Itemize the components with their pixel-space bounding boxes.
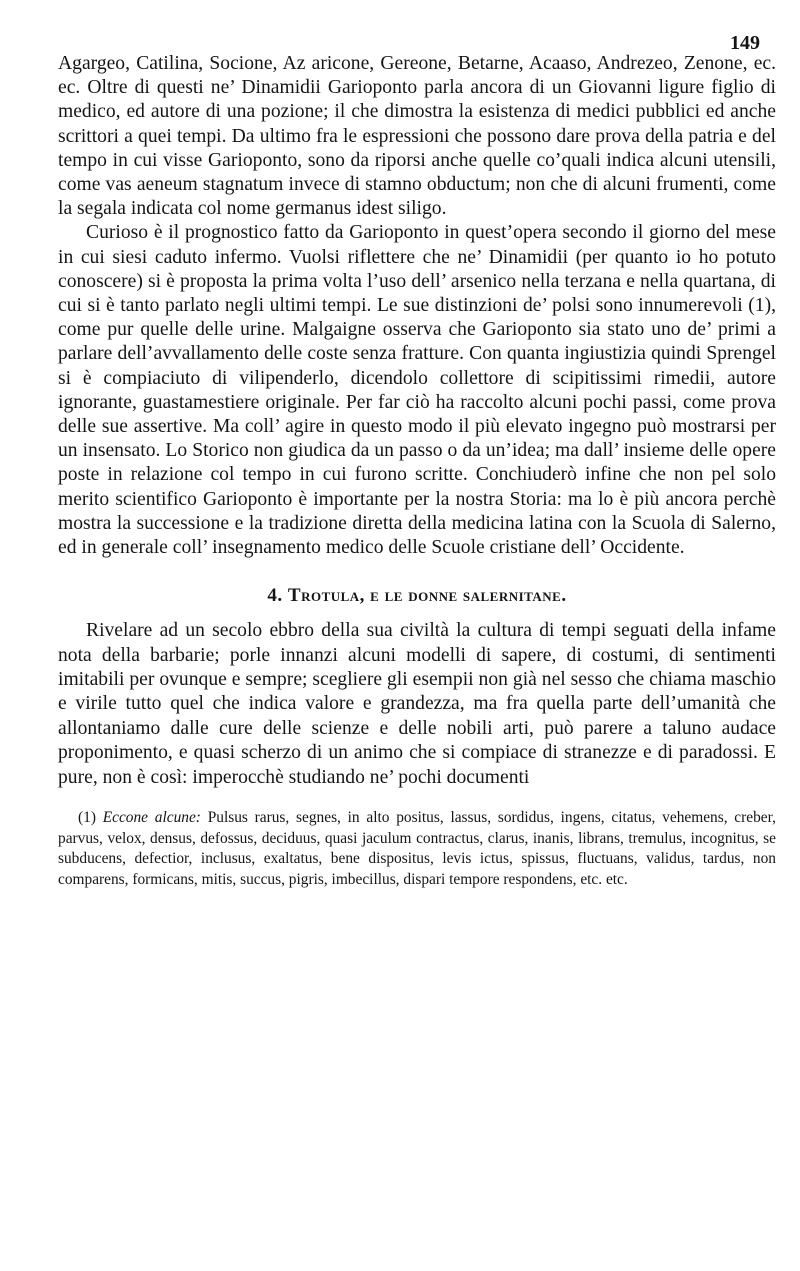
paragraph-garioponto-assessment: Curioso è il prognostico fatto da Garioponto in quest’opera secondo il giorno del mese in cui siesi caduto infermo. Vuolsi riflettere che ne’ Dinamidii (per quanto io ho potuto conoscere) si è proposta la prima volta l’uso dell’ arsenico nella terzana e nella quartana, di cui si è tanto parlato negli ultimi tempi. Le sue distinzioni de’ polsi sono innumerevoli (1), come pur quelle delle urine. Malgaigne osserva che Garioponto sia stato uno de’ primi a parlare dell’avvallamento delle coste senza fratture. Con quanta ingiustizia quindi Sprengel si è compiaciuto di vilipenderlo, dicendolo collettore di scipitissimi rimedii, autore ignorante, guastamestiere originale. Per far ciò ha raccolto alcuni pochi passi, come prova delle sue assertive. Ma coll’ agire in questo modo il più elevato ingegno può mostrarsi per un insensato. Lo Storico non giudica da un passo o da un’idea; ma dall’ insieme delle opere poste in relazione col tempo in cui furono scritte. Conchiuderò infine che non pel solo merito scientifico Garioponto è importante per la nostra Storia: ma lo è più ancora perchè mostra la successione e la tradizione diretta della medicina latina con la Scuola di Salerno, ed in generale coll’ insegnamento medico delle Scuole cristiane dell’ Occidente. bbox=[58, 222, 776, 559]
section-title: Trotula, e le donne salernitane. bbox=[287, 585, 567, 607]
paragraph-garioponto-sources: Agargeo, Catilina, Socione, Az aricone, Gereone, Betarne, Acaaso, Andrezeo, Zenone, ec. ec. Oltre di questi ne’ Dinamidii Garioponto parla ancora di un Giovanni ligure figlio di medico, ed autore di una pozione; il che dimostra la esistenza di medici pubblici ed anche scrittori a quei tempi. Da ultimo fra le espressioni che possono dare prova della patria e del tempo in cui visse Garioponto, sono da riporsi anche quelle co’quali indica alcuni utensili, come vas aeneum stagnatum invece di stamno obductum; non che di alcuni frumenti, come la segala indicata col nome germanus idest siligo. bbox=[58, 53, 776, 220]
section-number: 4. bbox=[267, 585, 283, 607]
section-text bbox=[58, 619, 776, 790]
footnote-entry bbox=[58, 808, 776, 890]
section-heading bbox=[58, 585, 776, 607]
main-text bbox=[58, 52, 776, 560]
footnote bbox=[58, 808, 776, 890]
footnote-marker: (1) bbox=[78, 809, 96, 827]
paragraph-trotula-intro: Rivelare ad un secolo ebbro della sua civiltà la cultura di tempi seguati della infame nota della barbarie; porle innanzi alcuni modelli di sapere, di costumi, di sentimenti imitabili per ovunque e sempre; scegliere gli esempii non già nel sesso che chiama maschio e virile tutto quel che indica valore e grandezza, ma fra quella parte dell’umanità che allontaniamo dalle cure delle scienze e delle nobili arti, può parere a taluno audace proponimento, e quasi scherzo di un animo che si compiace di stranezze e di paradossi. E pure, non è così: imperocchè studiando ne’ pochi documenti bbox=[58, 620, 776, 788]
footnote-text: Pulsus rarus, segnes, in alto positus, lassus, sordidus, ingens, citatus, vehemens, creber, parvus, velox, densus, defossus, deciduus, quasi jaculum contractus, clarus, inanis, librans, tremulus, incognitus, se subducens, defectior, inclusus, exaltatus, bene dispositus, levis ictus, spissus, fluctuans, validus, tardus, non comparens, formicans, mitis, succus, pigris, imbecillus, dispari tempore respondens, etc. etc. bbox=[58, 809, 776, 888]
page-number: 149 bbox=[730, 32, 760, 54]
footnote-label: Eccone alcune: bbox=[102, 809, 201, 827]
